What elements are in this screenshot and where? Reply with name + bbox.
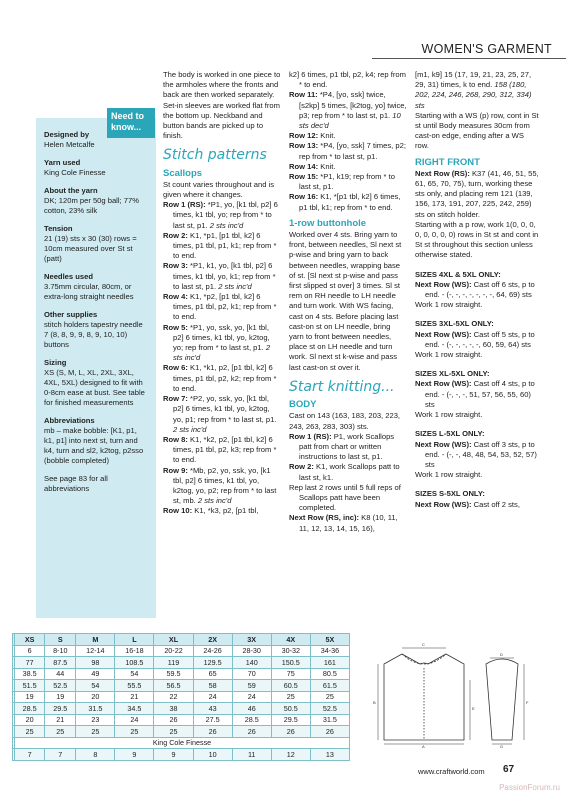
body-heading: BODY (289, 399, 317, 411)
table-cell: 51.5 (15, 680, 45, 692)
table-cell: 46 (232, 703, 271, 715)
table-row-yarn (13, 737, 350, 749)
table-cell: 34.5 (115, 703, 154, 715)
sidebar-text: Helen Metcalfe (44, 140, 95, 149)
table-cell: 12-14 (76, 645, 115, 657)
pattern-row (289, 483, 407, 514)
size-tail: Work 1 row straight. (415, 300, 483, 310)
size-heading: SIZES L-5XL ONLY: (415, 429, 485, 439)
body-text: Cast on 143 (163, 183, 203, 223, 243, 263, 283, 303) sts. (289, 411, 401, 431)
table-cell: 21 (45, 714, 76, 726)
size-heading: SIZES S-5XL ONLY: (415, 489, 485, 499)
sidebar-text: King Cole Finesse (44, 168, 106, 177)
table-cell: 44 (45, 668, 76, 680)
inc-row-cont: [m1, k9] 15 (17, 19, 21, 23, 25, 27, 29, 31) times, k to end. 158 (180, 202, 224, 246, 268, 290, 312, 334) sts (415, 70, 532, 110)
pattern-row (289, 162, 407, 172)
row-instructions: *P1, k19; rep from * to last st, p1. (299, 172, 395, 192)
size-sections (415, 270, 539, 510)
table-cell: 7 (45, 749, 76, 761)
table-cell: 10 (193, 749, 232, 761)
table-cell: 25 (115, 726, 154, 738)
row-instructions: K1, *k2, p2, [p1 tbl, k2] 6 times, p1 tbl, p2, k3; rep from * to end. (173, 434, 277, 465)
scallops-heading: Scallops (163, 167, 203, 179)
column-intro-stitches (163, 70, 281, 517)
measurements-table (12, 633, 350, 761)
sidebar-text: mb – make bobble: [K1, p1, k1, p1] into next st, turn and k4, turn and sl2, k2tog, p2sso (bobble completed) (44, 426, 144, 465)
table-cell: 108.5 (115, 657, 154, 669)
sleeve-outline (486, 659, 518, 740)
table-cell: 150.5 (271, 657, 310, 669)
size-tail: Work 1 row straight. (415, 350, 483, 360)
table-cell: 54 (76, 680, 115, 692)
pattern-row (289, 131, 407, 141)
right-front-row: Next Row (RS): K37 (41, 46, 51, 55, 61, 65, 70, 75), turn, working these sts only, and placing rem 121 (139, 156, 173, 191, 207, 225, 242, 259) sts on stitch holder. (415, 168, 539, 219)
table-cell: 12 (271, 749, 310, 761)
scallops-rows-cont (289, 70, 407, 213)
pattern-row (163, 323, 281, 364)
row-label: Row 14: (289, 161, 319, 171)
pattern-row (289, 141, 407, 161)
table-cell: 52.5 (45, 680, 76, 692)
need-to-know-badge: Need to know... (107, 108, 155, 138)
size-row (415, 280, 539, 300)
table-row (13, 645, 350, 657)
sidebar-block (44, 224, 148, 264)
neck-line (402, 654, 446, 664)
table-cell: 13 (310, 749, 349, 761)
table-cell: 20 (76, 691, 115, 703)
row-label: Next Row (WS): (415, 379, 472, 389)
sidebar-text: 3.75mm circular, 80cm, or extra-long straight needles (44, 282, 134, 301)
st-st-text: Starting with a WS (p) row, cont in St st until Body measures 30cm from cast-on edge, ending after a WS row. (415, 110, 539, 151)
body-rows (289, 432, 407, 534)
size-heading: SIZES 4XL & 5XL ONLY: (415, 269, 501, 279)
table-cell: 9 (115, 749, 154, 761)
table-cell: 31.5 (310, 714, 349, 726)
size-row (415, 500, 539, 510)
size-row (415, 440, 539, 471)
table-cell: 52.5 (310, 703, 349, 715)
row-instructions: *P2, yo, ssk, yo, [k1 tbl, p2] 6 times, k1 tbl, yo, k2tog, yo, p1; rep from * to last st, p1. (173, 394, 277, 424)
table-cell: 28-30 (232, 645, 271, 657)
table-header: 2X (193, 634, 232, 646)
table-row (13, 749, 350, 761)
table-cell: 87.5 (45, 657, 76, 669)
table-cell: 29.5 (271, 714, 310, 726)
table-cell: 16-18 (115, 645, 154, 657)
table-cell: 140 (232, 657, 271, 669)
row-instructions: P1, work Scallops patt from chart or written instructions to last st, p1. (299, 431, 395, 462)
diagram-label-f: F (526, 700, 529, 705)
table-cell: 26 (193, 726, 232, 738)
row-instructions: *P4, [yo, ssk] 7 times, p2; rep from * to last st, p1. (299, 141, 406, 161)
table-cell: 20-22 (154, 645, 193, 657)
table-row (13, 668, 350, 680)
sidebar-text: 21 (19) sts x 30 (30) rows = 10cm measured over St st (patt) (44, 234, 137, 263)
table-header: XL (154, 634, 193, 646)
table-cell: 7 (15, 749, 45, 761)
start-knitting-heading: Start knitting... (289, 378, 395, 395)
row-note: 2 sts inc'd (197, 496, 232, 506)
table-cell: 56.5 (154, 680, 193, 692)
row-label: Row 2: (289, 462, 314, 472)
pattern-row (163, 363, 281, 394)
table-cell: 75 (271, 668, 310, 680)
table-cell: 25 (45, 726, 76, 738)
table-cell: 25 (154, 726, 193, 738)
table-cell: 34-36 (310, 645, 349, 657)
column-rows-body (289, 70, 407, 534)
section-title: WOMEN'S GARMENT (421, 42, 552, 56)
sidebar-block (44, 272, 148, 302)
table-cell: 19 (15, 691, 45, 703)
pattern-row (289, 462, 407, 482)
row-label: Row 12: (289, 131, 319, 141)
table-row (13, 657, 350, 669)
table-cell: 26 (271, 726, 310, 738)
row-instructions: *Mb, p2, yo, ssk, yo, [k1 tbl, p2] 6 times, k1 tbl, yo, k2tog, yo, p2; rep from * to last st, mb. (173, 465, 277, 506)
footer-url: www.craftworld.com (418, 767, 485, 776)
row-label: Next Row (RS, inc): (289, 513, 360, 523)
pattern-row (289, 70, 407, 90)
table-cell: 25 (310, 691, 349, 703)
column-right-front (415, 70, 539, 510)
table-header: L (115, 634, 154, 646)
table-cell: 8 (76, 749, 115, 761)
row-label: Next Row (WS): (415, 329, 472, 339)
inc-row-note: 158 (180, 202, 224, 246, 268, 290, 312, 334) sts (415, 80, 532, 110)
table-cell: 24 (115, 714, 154, 726)
table-cell: 28.5 (232, 714, 271, 726)
row-label: Row 15: (289, 172, 319, 182)
sidebar-text: DK; 120m per 50g ball; 77% cotton, 23% silk (44, 196, 139, 215)
pattern-row (289, 432, 407, 463)
row-label: Row 7: (163, 394, 188, 404)
sidebar-text: XS (S, M, L, XL, 2XL, 3XL, 4XL, 5XL) designed to fit with 0-8cm ease at bust. See table for finished measurements (44, 368, 145, 407)
table-cell: 55.5 (115, 680, 154, 692)
table-cell: 8-10 (45, 645, 76, 657)
table-cell: 70 (232, 668, 271, 680)
table-cell: 119 (154, 657, 193, 669)
pattern-row (163, 200, 281, 231)
table-cell: 25 (15, 726, 45, 738)
pattern-row (163, 435, 281, 466)
row-instructions: k2] 6 times, p1 tbl, p2, k4; rep from * to end. (289, 70, 406, 90)
row-label: Row 8: (163, 434, 188, 444)
row-label: Row 4: (163, 292, 188, 302)
table-cell: 21 (115, 691, 154, 703)
row-instructions: Cast off 3 sts, p to end. - (-, -, 48, 48, 54, 53, 52, 57) sts (425, 439, 537, 469)
table-cell: 61.5 (310, 680, 349, 692)
sidebar-text: See page 83 for all abbreviations (44, 474, 108, 493)
row-instructions: Cast off 5 sts, p to end. - (-, -, -, -, -, 60, 59, 64) sts (425, 329, 535, 349)
row-note: 2 sts inc'd (173, 343, 271, 363)
sidebar-block (44, 416, 148, 466)
table-cell: 26 (232, 726, 271, 738)
need-to-know-sidebar (36, 118, 156, 618)
table-cell: 60.5 (271, 680, 310, 692)
diagram-label-g: G (500, 744, 504, 748)
diagram-label-c: C (422, 642, 425, 647)
diagram-label-b: B (373, 700, 376, 705)
table-cell: 58 (193, 680, 232, 692)
row-label: Row 5: (163, 322, 188, 332)
row-label: Row 13: (289, 141, 319, 151)
row-instructions: K1, work Scallops patt to last st, k1. (299, 462, 400, 482)
table-cell: 20 (15, 714, 45, 726)
table-cell: 30-32 (271, 645, 310, 657)
table-cell: 22 (154, 691, 193, 703)
row-instructions: K1, *p2, [p1 tbl, k2] 6 times, p1 tbl, p2, k1; rep from * to end. (173, 292, 277, 322)
scallops-intro: St count varies throughout and is given where it changes. (163, 179, 275, 200)
row-instructions: K8 (10, 11, 11, 12, 13, 14, 15, 16), (299, 513, 398, 533)
row-instructions: Cast off 2 sts, (473, 499, 520, 509)
sidebar-block (44, 474, 148, 494)
table-row (13, 680, 350, 692)
table-cell: 49 (76, 668, 115, 680)
row-instructions: K1, *k1, p2, [p1 tbl, k2] 6 times, p1 tbl, p2, k2; rep from * to end. (173, 363, 277, 393)
table-cell: 43 (193, 703, 232, 715)
table-cell: 9 (154, 749, 193, 761)
size-heading: SIZES XL-5XL ONLY: (415, 369, 490, 379)
body-outline (384, 654, 464, 740)
diagram-label-a: A (422, 744, 425, 748)
table-cell: 38 (154, 703, 193, 715)
pattern-row (289, 90, 407, 131)
table-header: M (76, 634, 115, 646)
row-instructions: *P1, yo, ssk, yo, [k1 tbl, p2] 6 times, k1 tbl, yo, k2tog, yo; rep from * to last st, p1. (173, 322, 270, 353)
size-heading: SIZES 3XL-5XL ONLY: (415, 319, 494, 329)
size-row (415, 330, 539, 350)
table-cell: 25 (76, 726, 115, 738)
table-cell: 11 (232, 749, 271, 761)
sidebar-heading: Tension (44, 224, 73, 233)
table-cell: 27.5 (193, 714, 232, 726)
scallops-rows (163, 200, 281, 516)
pattern-row (163, 231, 281, 262)
table-cell: 50.5 (271, 703, 310, 715)
size-tail: Work 1 row straight. (415, 470, 483, 480)
intro-paragraph: The body is worked in one piece to the armholes where the fronts and back are then worked separately. Set-in sleeves are worked flat from the bottom up. Neckband and button bands are picked up to finish. (163, 70, 281, 141)
row-label: Row 2: (163, 230, 188, 240)
row-note: 2 sts inc'd (209, 220, 244, 230)
sidebar-heading: About the yarn (44, 186, 98, 195)
table-cell: 23 (76, 714, 115, 726)
table-cell: 161 (310, 657, 349, 669)
row-instructions: *P4, [yo, ssk] twice, [s2kp] 5 times, [k2tog, yo] twice, p3; rep from * to last st, p1. (299, 90, 407, 120)
row-label: Row 11: (289, 90, 318, 100)
sidebar-heading: Designed by (44, 130, 90, 139)
table-cell: 59.5 (154, 668, 193, 680)
size-tail: Work 1 row straight. (415, 410, 483, 420)
row-label: Next Row (WS): (415, 439, 472, 449)
table-row (13, 726, 350, 738)
table-header: 5X (310, 634, 349, 646)
table-cell: 65 (193, 668, 232, 680)
table-cell: 25 (271, 691, 310, 703)
row-note: 2 sts inc'd (218, 281, 252, 291)
pattern-row (163, 506, 281, 516)
row-instructions: *P1, k1, yo, [k1 tbl, p2] 6 times, k1 tbl, yo, k1; rep from * to last st, p1. (173, 261, 276, 291)
row-label: Row 16: (289, 192, 319, 202)
table-cell: 29.5 (45, 703, 76, 715)
row-instructions: *P1, yo, [k1 tbl, p2] 6 times, k1 tbl, yo; rep from * to last st, p1. (173, 200, 278, 230)
table-row (13, 703, 350, 715)
table-header: 4X (271, 634, 310, 646)
table-cell: 38.5 (15, 668, 45, 680)
row-label: Row 10: (163, 506, 193, 516)
row-instructions: Cast off 4 sts, p to end. - (-, -, -, 51, 57, 56, 55, 60) sts (425, 379, 535, 409)
table-cell: 26 (154, 714, 193, 726)
sidebar-heading: Abbreviations (44, 416, 95, 425)
sidebar-block (44, 186, 148, 216)
right-front-text2: Starting with a p row, work 1(0, 0, 0, 0, 0, 0, 0, 0) rows in St st and cont in St st throughout this section unless otherwise stated. (415, 219, 539, 260)
table-header: 3X (232, 634, 271, 646)
sidebar-block (44, 310, 148, 350)
table-cell: 77 (15, 657, 45, 669)
sidebar-heading: Yarn used (44, 158, 81, 167)
right-front-heading: RIGHT FRONT (415, 156, 480, 168)
table-row (13, 714, 350, 726)
row-instructions: Rep last 2 rows until 5 full reps of Scallops patt have been completed. (289, 482, 401, 513)
row-instructions: K1, *k3, p2, [p1 tbl, (194, 506, 259, 516)
table-cell: 24 (232, 691, 271, 703)
table-cell: 54 (115, 668, 154, 680)
table-cell: 6 (15, 645, 45, 657)
row-label: Row 3: (163, 261, 188, 271)
row-instructions: Cast off 6 sts, p to end. - (-, -, -, -, -, -, -, 64, 69) sts (425, 279, 535, 300)
row-label: Row 9: (163, 465, 188, 475)
row-instructions: K1, *[p1 tbl, k2] 6 times, p1 tbl, k1; rep from * to end. (299, 192, 401, 212)
pattern-row (289, 513, 407, 533)
table-cell: 31.5 (76, 703, 115, 715)
table-cell: 80.5 (310, 668, 349, 680)
diagram-label-e: E (472, 706, 475, 711)
watermark: PassionForum.ru (499, 783, 560, 792)
sidebar-heading: Sizing (44, 358, 67, 367)
sidebar-text: stitch holders tapestry needle 7 (8, 8, 9, 9, 8, 9, 10, 10) buttons (44, 320, 143, 349)
table-cell: 26 (310, 726, 349, 738)
row-label: Row 1 (RS): (289, 431, 332, 441)
pattern-row (163, 466, 281, 507)
buttonhole-heading: 1-row buttonhole (289, 217, 367, 229)
pattern-row (289, 192, 407, 212)
pattern-row (289, 172, 407, 192)
pattern-row (163, 261, 281, 292)
row-instructions: Knit. (320, 161, 336, 171)
row-label: Row 1 (RS): (163, 200, 206, 210)
row-label: Row 6: (163, 363, 188, 373)
size-row (415, 379, 539, 410)
diagram-label-d: D (500, 652, 503, 657)
table-row (13, 691, 350, 703)
table-cell: 59 (232, 680, 271, 692)
table-cell: 24-26 (193, 645, 232, 657)
sidebar-block (44, 358, 148, 408)
buttonhole-text: Worked over 4 sts. Bring yarn to front, between needles, Sl next st p-wise and bring yarn to back between needles, wrapping base of st. [Sl next st p-wise and pass first slipped st over] 3 times. Sl st rem on RH needle to LH needle and turn work. With WS facing, cast on 4 sts. Before placing last cast-on st on LH needle, bring yarn to front between needles, place st on LH needle and turn work. Sl next st k-wise and pass last cast-on st over it. (289, 230, 402, 372)
table-cell: 28.5 (15, 703, 45, 715)
sidebar-block (44, 158, 148, 178)
garment-schematic (362, 640, 538, 748)
pattern-row (163, 394, 281, 435)
pattern-row (163, 292, 281, 323)
row-instructions: K1, *p1, [p1 tbl, k2] 6 times, p1 tbl, p1, k1; rep from * to end. (173, 230, 277, 261)
row-label: Next Row (WS): (415, 499, 472, 509)
page-number: 67 (503, 764, 515, 775)
header-rule (372, 58, 566, 59)
row-label: Next Row (WS): (415, 279, 472, 289)
table-cell: 19 (45, 691, 76, 703)
table-cell: 129.5 (193, 657, 232, 669)
table-header: XS (15, 634, 45, 646)
row-note: 2 sts inc'd (173, 424, 207, 434)
table-cell: 24 (193, 691, 232, 703)
table-header: S (45, 634, 76, 646)
sidebar-heading: Other supplies (44, 310, 98, 319)
table-cell: 98 (76, 657, 115, 669)
row-instructions: Knit. (320, 131, 336, 141)
sidebar-heading: Needles used (44, 272, 93, 281)
row-note: 10 sts dec'd (299, 110, 401, 131)
stitch-patterns-heading: Stitch patterns (163, 147, 267, 164)
table-yarn-cell: King Cole Finesse (15, 737, 350, 749)
